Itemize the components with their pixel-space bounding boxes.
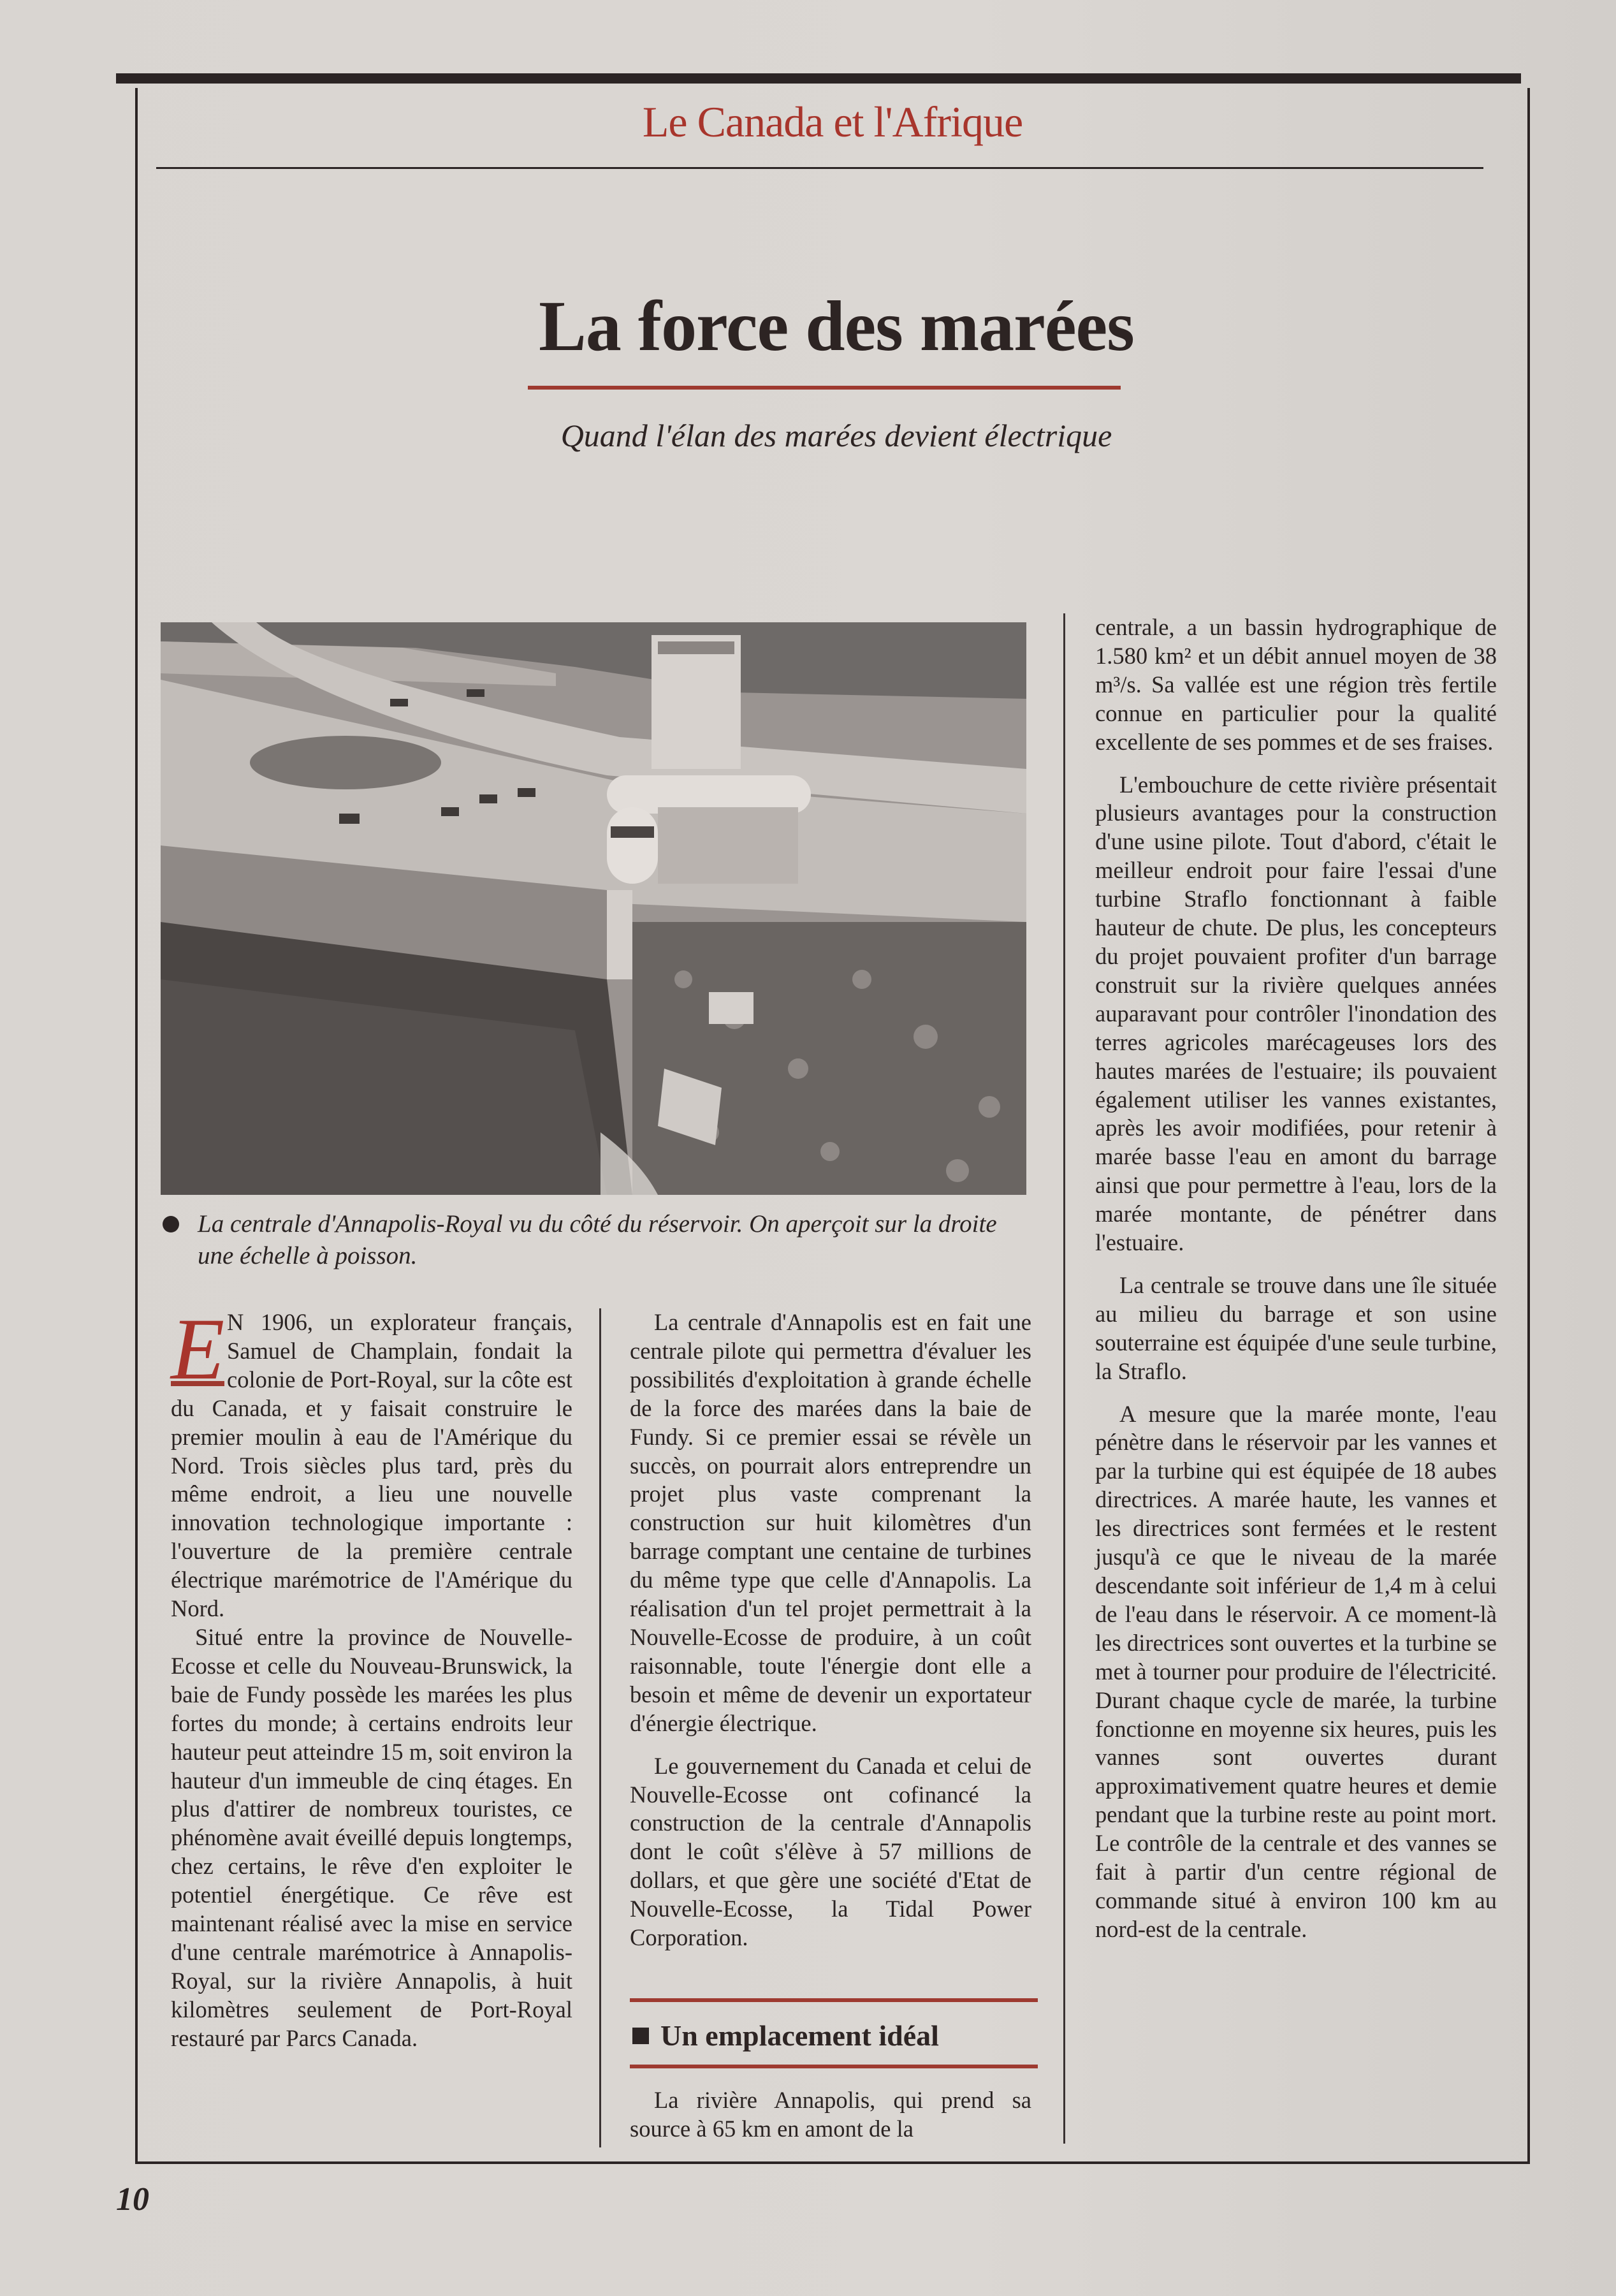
column-2-continued <box>630 2086 1031 2144</box>
column-2-paragraph-3: La rivière Annapolis, qui prend sa source à 65 km en amont de la <box>630 2087 1031 2142</box>
article-title: La force des marées <box>539 287 1134 366</box>
section-subhead <box>632 2019 1040 2052</box>
title-rule <box>528 386 1121 390</box>
caption-text: La centrale d'Annapolis-Royal vu du côté du réservoir. On aperçoit sur la droite une échelle à poisson. <box>198 1210 997 1269</box>
header-rule <box>156 167 1483 169</box>
column-3-paragraph-0: centrale, a un bassin hydrographique de 1.580 km² et un débit annuel moyen de 38 m³/s. Sa vallée est une région très fertile connue en particulier pour la qualité excellente de ses pommes et de ses fraises. <box>1095 614 1497 755</box>
subhead-text: Un emplacement idéal <box>660 2019 939 2052</box>
column-3-paragraph-3: A mesure que la marée monte, l'eau pénètre dans le réservoir par les vannes et par la turbine qui est équipée de 18 aubes directrices. A marée haute, les vannes et les directrices sont fermées et le restent jusqu'à ce que le niveau de la marée descendante soit inférieur de 1,4 m à celui de l'eau dans le réservoir. A ce moment-là les directrices sont ouvertes et la turbine se met à tourner pour produire de l'électricité. Durant chaque cycle de marée, la turbine fonctionne en moyenne six heures, puis les vannes sont ouvertes durant approximativement quatre heures et demie pendant que la turbine reste au point mort. Le contrôle de la centrale et des vannes se fait à partir d'un centre régional de commande situé à environ 100 km au nord-est de la centrale. <box>1095 1400 1497 1942</box>
column-1 <box>171 1300 572 2053</box>
column-divider-1 <box>599 1308 601 2147</box>
subhead-rule-bottom <box>630 2065 1038 2068</box>
column-1-paragraph-2: Situé entre la province de Nouvelle-Ecosse et celle du Nouveau-Brunswick, la baie de Fundy possède les marées les plus fortes du monde; à certains endroits leur hauteur peut atteindre 15 m, soit environ la hauteur d'un immeuble de cinq étages. En plus d'attirer de nombreux touristes, ce phénomène avait éveillé depuis longtemps, chez certains, le rêve d'en exploiter le potentiel énergétique. Ce rêve est maintenant réalisé avec la mise en service d'une centrale marémotrice à Annapolis-Royal, sur la rivière Annapolis, à huit kilomètres seulement de Port-Royal restauré par Parcs Canada. <box>171 1623 572 2051</box>
power-station-photo <box>161 622 1026 1195</box>
column-divider-2 <box>1063 613 1065 2144</box>
caption-bullet-icon <box>163 1216 179 1232</box>
column-2-paragraph-2: Le gouvernement du Canada et celui de Nouvelle-Ecosse ont cofinancé la construction de la centrale d'Annapolis dont le coût s'élève à 57 millions de dollars, et que gère une société d'Etat de Nouvelle-Ecosse, la Tidal Power Corporation. <box>630 1752 1031 1951</box>
article-deck: Quand l'élan des marées devient électrique <box>560 418 1112 453</box>
top-rule <box>116 73 1521 84</box>
photo-caption <box>163 1208 1010 1272</box>
column-2-paragraph-1: La centrale d'Annapolis est en fait une centrale pilote qui permettra d'évaluer les possibilités d'exploitation à grande échelle de la force des marées dans la baie de Fundy. Si ce premier essai se révèle un succès, on pourrait alors entreprendre un projet plus vaste comprenant la construction sur huit kilomètres d'un barrage comptant une centaine de turbines du même type que celle d'Annapolis. La réalisation d'un tel projet permettrait à la Nouvelle-Ecosse de produire, à un coût raisonnable, toute l'énergie dont elle a besoin et même de devenir un exportateur d'énergie électrique. <box>630 1309 1031 1736</box>
section-title: Le Canada et l'Afrique <box>642 98 1023 146</box>
column-2 <box>630 1308 1031 1952</box>
square-bullet-icon <box>632 2028 649 2044</box>
column-3 <box>1095 613 1497 1944</box>
column-1-paragraph-1: N 1906, un explorateur français, Samuel de Champlain, fondait la colonie de Port-Royal, sur la côte est du Canada, et y faisait construire le premier moulin à eau de l'Amérique du Nord. Trois siècles plus tard, près du même endroit, a lieu une nouvelle innovation technologique importante : l'ouverture de la première centrale électrique marémotrice de l'Amérique du Nord. <box>171 1309 572 1622</box>
column-3-paragraph-2: La centrale se trouve dans une île située au milieu du barrage et son usine souterraine est équipée d'une seule turbine, la Straflo. <box>1095 1271 1497 1384</box>
column-3-paragraph-1: L'embouchure de cette rivière présentait plusieurs avantages pour la construction d'une usine pilote. Tout d'abord, c'était le meilleur endroit pour faire l'essai d'une turbine Straflo fonctionnant à faible hauteur de chute. De plus, les concepteurs du projet pouvaient profiter d'un barrage construit sur la rivière quelques années auparavant pour contrôler l'inondation des terres agricoles marécageuses lors des hautes marées de l'estuaire; ils pouvaient également utiliser les vannes existantes, après les avoir modifiées, pour retenir à marée basse l'eau en amont du barrage ainsi que pour permettre à l'eau, lors de la marée montante, de pénétrer dans l'estuaire. <box>1095 771 1497 1256</box>
subhead-rule-top <box>630 1998 1038 2002</box>
dropcap: E <box>171 1300 225 1398</box>
page-number: 10 <box>116 2181 149 2218</box>
